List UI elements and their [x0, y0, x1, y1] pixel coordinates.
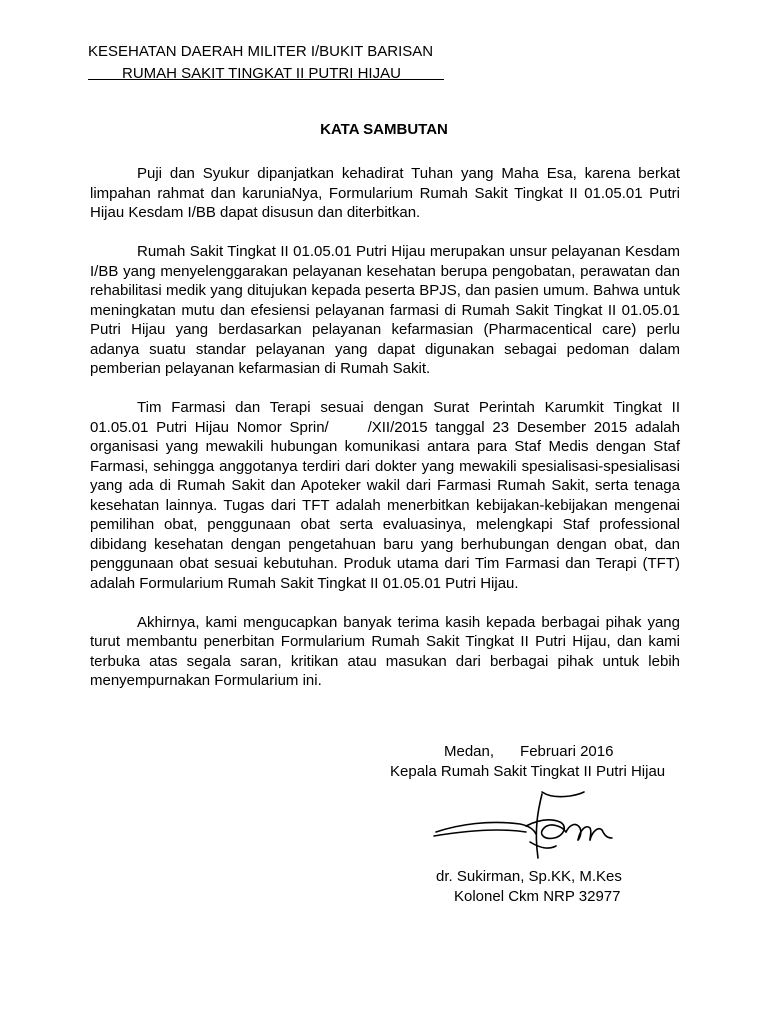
- paragraph-3: Tim Farmasi dan Terapi sesuai dengan Surat Perintah Karumkit Tingkat II 01.05.01 Putri Hijau Nomor Sprin/ /XII/2015 tanggal 23 Desember 2015 adalah organisasi yang mewakili hubungan komunikasi antara para Staf Medis dengan Staf Farmasi, sehingga anggotanya terdiri dari dokter yang mewakili spesialisasi-spesialisasi yang ada di Rumah Sakit dan Apoteker wakil dari Farmasi Rumah Sakit, serta tenaga kesehatan lainnya. Tugas dari TFT adalah menerbitkan kebijakan-kebijakan mengenai pemilihan obat, penggunaan obat serta evaluasinya, melengkapi Staf professional dibidang kesehatan dengan pengetahuan baru yang berhubungan dengan obat, dan penggunaan obat sesuai kebutuhan. Produk utama dari Tim Farmasi dan Terapi (TFT) adalah Formularium Rumah Sakit Tingkat II 01.05.01 Putri Hijau.: [90, 399, 685, 592]
- signer-block: [436, 867, 622, 907]
- letterhead-underline: [88, 79, 444, 80]
- document-title: KATA SAMBUTAN: [320, 121, 448, 138]
- signer-name: dr. Sukirman, Sp.KK, M.Kes: [436, 868, 622, 885]
- paragraph-2: Rumah Sakit Tingkat II 01.05.01 Putri Hijau merupakan unsur pelayanan Kesdam I/BB yang menyelenggarakan pelayanan kesehatan berupa pengobatan, perawatan dan rehabilitasi medik yang ditujukan kepada peserta BPJS, dan pasien umum. Bahwa untuk meningkatan mutu dan efesiensi pelayanan farmasi di Rumah Sakit Tingkat II 01.05.01 Putri Hijau yang berdasarkan pelayanan kefarmasian (Pharmacentical care) perlu adanya suatu standar pelayanan yang dapat digunakan sebagai pedoman dalam pemberian pelayanan kefarmasian di Rumah Sakit.: [90, 243, 680, 377]
- signer-rank: Kolonel Ckm NRP 32977: [454, 888, 621, 905]
- paragraph-1: Puji dan Syukur dipanjatkan kehadirat Tuhan yang Maha Esa, karena berkat limpahan rahmat dan karuniaNya, Formularium Rumah Sakit Tingkat II 01.05.01 Putri Hijau Kesdam I/BB dapat disusun dan diterbitkan.: [90, 165, 680, 221]
- handwritten-signature: [430, 786, 620, 864]
- place-date-line: [390, 742, 710, 762]
- letterhead-line-2: RUMAH SAKIT TINGKAT II PUTRI HIJAU: [122, 65, 401, 82]
- date-label: Februari 2016: [520, 743, 614, 760]
- paragraph-4: Akhirnya, kami mengucapkan banyak terima kasih kepada berbagai pihak yang turut membantu penerbitan Formularium Rumah Sakit Tingkat II Putri Hijau, dan kami terbuka atas segala saran, kritikan atau masukan dari berbagai pihak untuk lebih menyempurnakan Formularium ini.: [90, 613, 680, 689]
- place-label: Medan,: [444, 743, 495, 760]
- signer-position: Kepala Rumah Sakit Tingkat II Putri Hijau: [390, 763, 666, 780]
- letterhead-line-1: KESEHATAN DAERAH MILITER I/BUKIT BARISAN: [88, 43, 434, 60]
- document-body: [90, 164, 685, 710]
- closing-block: [390, 742, 710, 782]
